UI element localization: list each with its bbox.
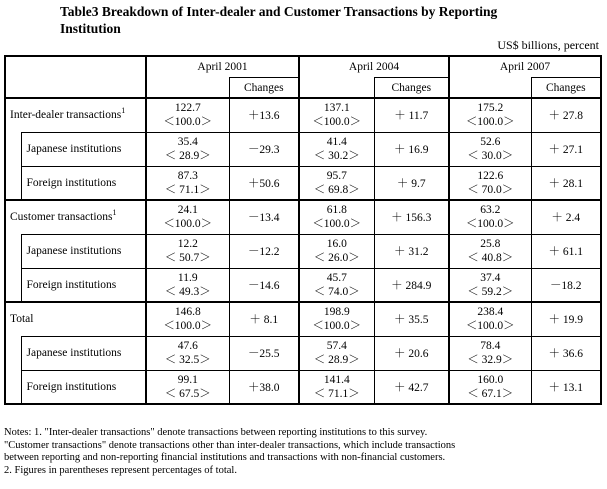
percent-share: ＜ 71.1＞ [164, 183, 211, 196]
value: 175.2 [477, 102, 504, 115]
change-cell: ＋ 284.9 [374, 268, 449, 302]
section-label-text: Inter-dealer transactions [10, 109, 122, 122]
percent-share: ＜100.0＞ [312, 116, 362, 129]
change-cell: ＋ 19.9 [531, 302, 601, 336]
footnote-marker: 1 [121, 106, 126, 116]
value: 146.8 [174, 306, 201, 319]
value-cell [299, 268, 374, 302]
footnote-marker: 1 [112, 208, 117, 218]
value-cell [299, 234, 374, 268]
percent-share: ＜ 30.0＞ [467, 150, 514, 162]
value: 87.3 [177, 169, 198, 182]
value: 122.7 [174, 102, 201, 115]
subrow-label: Japanese institutions [21, 234, 146, 268]
section-row [5, 98, 601, 132]
value: 78.4 [480, 340, 501, 352]
subrow-label: Foreign institutions [21, 166, 146, 200]
section-row [5, 302, 601, 336]
indent-cell [5, 166, 21, 200]
percent-share: ＜ 28.9＞ [164, 150, 211, 162]
percent-share: ＜100.0＞ [465, 320, 515, 333]
value: 137.1 [323, 102, 350, 115]
header-changes-2001: Changes [229, 78, 299, 99]
note-line: Notes: 1. "Inter-dealer transactions" denote transactions between reporting institutions to this survey. [4, 427, 428, 438]
percent-share: ＜100.0＞ [163, 116, 213, 129]
notes [4, 427, 455, 477]
note-line: "Customer transactions" denote transactions other than inter-dealer transactions, which include transactions [4, 439, 456, 451]
change-cell: －25.5 [229, 336, 299, 370]
table-title [60, 3, 497, 37]
change-cell: ＋38.0 [229, 370, 299, 404]
header-period-2004: April 2004 [299, 56, 449, 78]
change-cell: ＋ 2.4 [531, 200, 601, 234]
header-row-periods [5, 56, 601, 78]
section-label [5, 302, 146, 336]
percent-share: ＜ 28.9＞ [313, 354, 360, 366]
value: 12.2 [177, 238, 198, 250]
header-period-2001: April 2001 [146, 56, 299, 78]
change-cell: ＋ 35.5 [374, 302, 449, 336]
header-blank-2001 [146, 78, 229, 99]
percent-share: ＜ 59.2＞ [467, 285, 514, 298]
percent-share: ＜ 71.1＞ [313, 387, 360, 400]
header-blank-2007 [449, 78, 531, 99]
value-cell [146, 132, 229, 166]
title-line-1: Table3 Breakdown of Inter-dealer and Customer Transactions by Reporting [60, 4, 498, 19]
indent-cell [5, 336, 21, 370]
subrow-label: Foreign institutions [21, 268, 146, 302]
section-row [5, 200, 601, 234]
value: 57.4 [326, 340, 347, 352]
percent-share: ＜100.0＞ [312, 218, 362, 231]
percent-share: ＜ 67.1＞ [467, 387, 514, 400]
value-cell [449, 336, 531, 370]
change-cell: －12.2 [229, 234, 299, 268]
value: 35.4 [177, 136, 198, 148]
title-line-2: Institution [60, 21, 121, 36]
value-cell [146, 166, 229, 200]
percent-share: ＜ 67.5＞ [164, 387, 211, 400]
percent-share: ＜100.0＞ [163, 218, 213, 231]
change-cell: ＋ 27.8 [531, 98, 601, 132]
value-cell [146, 268, 229, 302]
percent-share: ＜ 69.8＞ [313, 183, 360, 196]
change-cell: ＋50.6 [229, 166, 299, 200]
table-body [5, 98, 601, 404]
percent-share: ＜ 32.5＞ [164, 354, 211, 366]
value: 238.4 [477, 306, 504, 319]
value: 61.8 [326, 204, 347, 217]
percent-share: ＜100.0＞ [465, 218, 515, 231]
value-cell [449, 302, 531, 336]
value-cell [299, 166, 374, 200]
section-label [5, 200, 146, 234]
subrow [5, 234, 601, 268]
change-cell: －13.4 [229, 200, 299, 234]
value: 16.0 [326, 238, 347, 250]
header-changes-2007: Changes [531, 78, 601, 99]
value-cell [449, 98, 531, 132]
value: 37.4 [480, 271, 501, 284]
value-cell [449, 166, 531, 200]
value: 47.6 [177, 340, 198, 352]
percent-share: ＜ 50.7＞ [164, 252, 211, 264]
value: 95.7 [326, 169, 347, 182]
value: 99.1 [177, 373, 198, 386]
value-cell [146, 336, 229, 370]
percent-share: ＜ 26.0＞ [313, 252, 360, 264]
value-cell [146, 234, 229, 268]
value-cell [299, 98, 374, 132]
change-cell: ＋ 9.7 [374, 166, 449, 200]
change-cell: ＋ 61.1 [531, 234, 601, 268]
transactions-table [4, 55, 602, 405]
percent-share: ＜ 32.9＞ [467, 354, 514, 366]
header-blank-2004 [299, 78, 374, 99]
percent-share: ＜ 49.3＞ [164, 285, 211, 298]
change-cell: ＋ 11.7 [374, 98, 449, 132]
indent-cell [5, 234, 21, 268]
value: 122.6 [477, 169, 504, 182]
value-cell [146, 98, 229, 132]
change-cell: ＋13.6 [229, 98, 299, 132]
percent-share: ＜ 40.8＞ [467, 252, 514, 264]
value-cell [449, 132, 531, 166]
subrow [5, 132, 601, 166]
value-cell [449, 234, 531, 268]
value: 63.2 [480, 204, 501, 217]
section-label-text: Total [10, 313, 34, 326]
subrow [5, 268, 601, 302]
value-cell [146, 200, 229, 234]
indent-cell [5, 132, 21, 166]
change-cell: －14.6 [229, 268, 299, 302]
change-cell: ＋ 42.7 [374, 370, 449, 404]
value-cell [146, 370, 229, 404]
value: 45.7 [326, 271, 347, 284]
note-line: 2. Figures in parentheses represent percentages of total. [4, 464, 237, 476]
units-label: US$ billions, percent [497, 38, 599, 52]
value: 141.4 [323, 373, 350, 386]
header-changes-2004: Changes [374, 78, 449, 99]
change-cell: ＋ 36.6 [531, 336, 601, 370]
note-line: between reporting and non-reporting financial institutions and transactions with non-financial customers. [4, 452, 446, 463]
section-label [5, 98, 146, 132]
percent-share: ＜ 30.2＞ [313, 150, 360, 162]
value-cell [299, 336, 374, 370]
indent-cell [5, 370, 21, 404]
subrow-label: Japanese institutions [21, 132, 146, 166]
percent-share: ＜ 74.0＞ [313, 285, 360, 298]
change-cell: －18.2 [531, 268, 601, 302]
value-cell [146, 302, 229, 336]
section-label-text: Customer transactions [10, 211, 113, 224]
percent-share: ＜100.0＞ [312, 320, 362, 333]
change-cell: ＋ 156.3 [374, 200, 449, 234]
subrow-label: Foreign institutions [21, 370, 146, 404]
change-cell: ＋ 28.1 [531, 166, 601, 200]
value: 24.1 [177, 204, 198, 217]
percent-share: ＜ 70.0＞ [467, 183, 514, 196]
subrow-label: Japanese institutions [21, 336, 146, 370]
value: 160.0 [477, 373, 504, 386]
change-cell: ＋ 16.9 [374, 132, 449, 166]
value-cell [299, 200, 374, 234]
value-cell [449, 268, 531, 302]
value-cell [299, 370, 374, 404]
header-corner [5, 56, 146, 98]
value-cell [299, 302, 374, 336]
indent-cell [5, 268, 21, 302]
value: 41.4 [326, 136, 347, 148]
change-cell: －29.3 [229, 132, 299, 166]
value-cell [449, 370, 531, 404]
change-cell: ＋ 20.6 [374, 336, 449, 370]
subrow [5, 166, 601, 200]
percent-share: ＜100.0＞ [163, 320, 213, 333]
subrow [5, 370, 601, 404]
change-cell: ＋ 8.1 [229, 302, 299, 336]
percent-share: ＜100.0＞ [465, 116, 515, 129]
value: 198.9 [323, 306, 350, 319]
value-cell [299, 132, 374, 166]
change-cell: ＋ 13.1 [531, 370, 601, 404]
value: 25.8 [480, 238, 501, 250]
subrow [5, 336, 601, 370]
change-cell: ＋ 31.2 [374, 234, 449, 268]
value: 11.9 [177, 271, 198, 284]
header-period-2007: April 2007 [449, 56, 601, 78]
change-cell: ＋ 27.1 [531, 132, 601, 166]
value: 52.6 [480, 136, 501, 148]
value-cell [449, 200, 531, 234]
